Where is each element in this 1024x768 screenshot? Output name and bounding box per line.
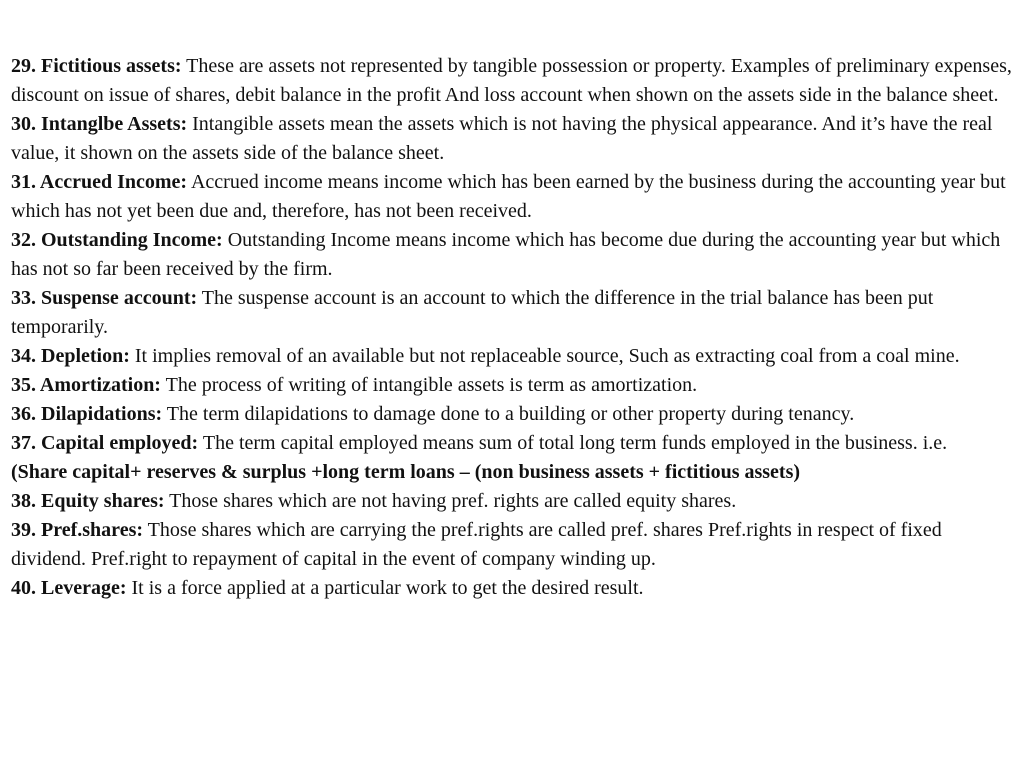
term-label: 39. Pref.shares: [11, 519, 144, 541]
definition-fictitious-assets [11, 52, 1017, 110]
term-label: 38. Equity shares: [11, 490, 165, 512]
definition-text: Accrued income means income which has been earned by the business during the accounting year but which has not yet been due and, therefore, has not been received. [11, 171, 1006, 222]
definition-text: It is a force applied at a particular work to get the desired result. [126, 577, 644, 599]
term-label: 29. Fictitious assets: [11, 55, 182, 77]
definition-text: The term capital employed means sum of total long term funds employed in the business. i.e. [198, 432, 948, 454]
term-label: 35. Amortization: [11, 374, 161, 396]
definition-leverage [11, 574, 1017, 603]
term-label: 33. Suspense account: [11, 287, 198, 309]
definition-pref-shares [11, 516, 1017, 574]
definition-equity-shares [11, 487, 1017, 516]
term-label: 34. Depletion: [11, 345, 130, 367]
definition-amortization [11, 371, 1017, 400]
term-label: 40. Leverage: [11, 577, 127, 599]
definition-text: The term dilapidations to damage done to a building or other property during tenancy. [162, 403, 855, 425]
definition-text: Those shares which are carrying the pref.rights are called pref. shares Pref.rights in respect of fixed dividend. Pref.right to repayment of capital in the event of company winding up. [11, 519, 942, 570]
definition-outstanding-income [11, 226, 1017, 284]
term-label: 37. Capital employed: [11, 432, 199, 454]
definition-intangible-assets [11, 110, 1017, 168]
definition-text: Those shares which are not having pref. rights are called equity shares. [164, 490, 737, 512]
term-label: 30. Intanglbe Assets: [11, 113, 188, 135]
term-label: 36. Dilapidations: [11, 403, 163, 425]
definition-text: Outstanding Income means income which has become due during the accounting year but which has not so far been received by the firm. [11, 229, 1001, 280]
definition-text: It implies removal of an available but not replaceable source, Such as extracting coal from a coal mine. [129, 345, 960, 367]
definition-text: These are assets not represented by tangible possession or property. Examples of preliminary expenses, discount on issue of shares, debit balance in the profit And loss account when shown on the assets side in the balance sheet. [11, 55, 1012, 106]
definition-accrued-income [11, 168, 1017, 226]
capital-employed-formula: (Share capital+ reserves & surplus +long term loans – (non business assets + fictitious assets) [11, 461, 801, 483]
definition-text: The suspense account is an account to which the difference in the trial balance has been put temporarily. [11, 287, 934, 338]
term-label: 32. Outstanding Income: [11, 229, 223, 251]
definition-text: Intangible assets mean the assets which is not having the physical appearance. And it’s have the real value, it shown on the assets side of the balance sheet. [11, 113, 993, 164]
definition-capital-employed [11, 429, 1017, 458]
definition-suspense-account [11, 284, 1017, 342]
slide-body [11, 52, 1017, 603]
definition-text: The process of writing of intangible assets is term as amortization. [160, 374, 698, 396]
definition-dilapidations [11, 400, 1017, 429]
term-label: 31. Accrued Income: [11, 171, 188, 193]
definition-depletion [11, 342, 1017, 371]
